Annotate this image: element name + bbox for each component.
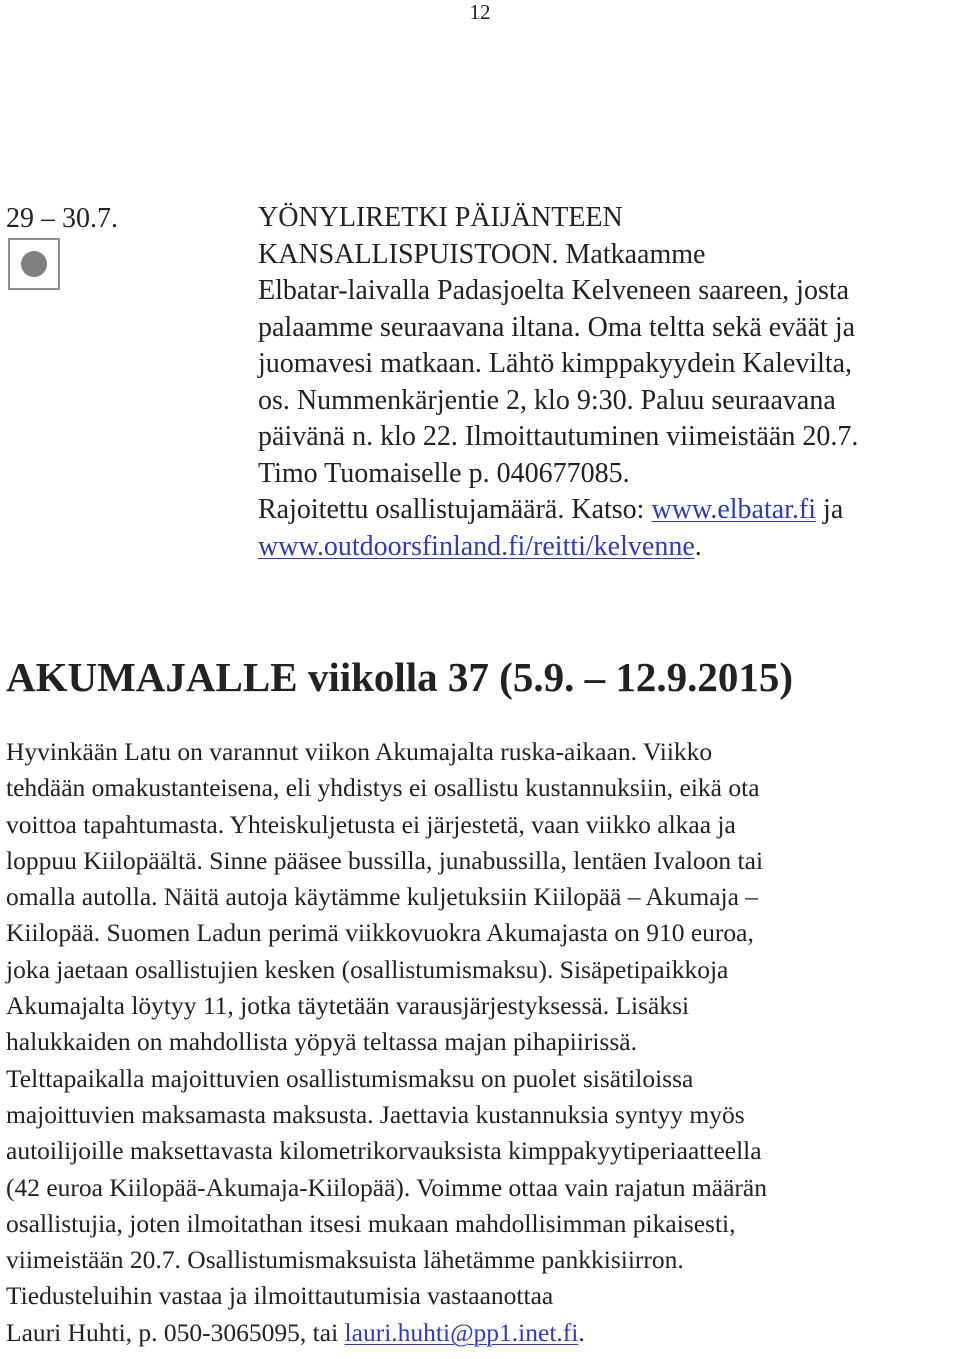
event-line-with-link [258, 492, 958, 529]
event-line: juomavesi matkaan. Lähtö kimppakyydein Kalevilta, [258, 348, 853, 379]
section-line: tehdään omakustanteisena, eli yhdistys ei osallistu kustannuksiin, eikä ota [6, 773, 760, 803]
event-line: KANSALLISPUISTOON. Matkaamme [258, 238, 706, 270]
outdoorsfinland-link[interactable]: www.outdoorsfinland.fi/reitti/kelvenne [258, 530, 695, 562]
section-line: viimeistään 20.7. Osallistumismaksuista lähetämme pankkisiirron. [6, 1245, 684, 1275]
line-end: . [578, 1317, 585, 1347]
event-line: Timo Tuomaiselle p. 040677085. [258, 457, 630, 489]
event-line: palaamme seuraavana iltana. Oma teltta sekä eväät ja [258, 311, 856, 343]
event-date: 29 – 30.7. [6, 203, 118, 234]
event-line: os. Nummenkärjentie 2, klo 9:30. Paluu seuraavana [258, 384, 836, 416]
section-line: (42 euroa Kiilopää-Akumaja-Kiilopää). Voimme ottaa vain rajatun määrän [6, 1172, 767, 1202]
line-end: . [694, 530, 702, 562]
section-line: halukkaiden on mahdollista yöpyä teltassa majan pihapiirissä. [6, 1027, 637, 1057]
contact-text: Lauri Huhti, p. 050-3065095, tai [6, 1317, 345, 1347]
event-line: YÖNYLIRETKI PÄIJÄNTEEN [258, 202, 623, 233]
section-line: loppuu Kiilopäältä. Sinne pääsee bussilla, junabussilla, lentäen Ivaloon tai [6, 845, 764, 875]
section-line: majoittuvien maksamasta maksusta. Jaettavia kustannuksia syntyy myös [6, 1099, 745, 1129]
contact-line [6, 1315, 958, 1351]
section-line: Telttapaikalla majoittuvien osallistumismaksu on puolet sisätiloissa [6, 1063, 694, 1093]
section-line: voittoa tapahtumasta. Yhteiskuljetusta ei järjestetä, vaan viikko alkaa ja [6, 809, 736, 839]
page-number: 12 [469, 0, 491, 24]
section-body [6, 734, 958, 1351]
link-separator: ja [816, 494, 844, 525]
section-line: joka jaetaan osallistujien kesken (osallistumismaksu). Sisäpetipaikkoja [6, 954, 729, 984]
event-line: Elbatar-laivalla Padasjoelta Kelveneen saareen, josta [258, 275, 850, 306]
ski-track-symbol-icon [8, 238, 60, 290]
section-line: Akumajalta löytyy 11, jotka täytetään varausjärjestyksessä. Lisäksi [6, 991, 690, 1021]
section-line: autoilijoille maksettavasta kilometrikorvauksista kimppakyytiperiaatteella [6, 1136, 762, 1166]
section-line: Tiedusteluihin vastaa ja ilmoittautumisia vastaanottaa [6, 1281, 554, 1311]
section-line: omalla autolla. Näitä autoja käytämme kuljetuksiin Kiilopää – Akumaja – [6, 882, 759, 912]
elbatar-link[interactable]: www.elbatar.fi [651, 494, 817, 525]
email-link[interactable]: lauri.huhti@pp1.inet.fi [344, 1317, 579, 1347]
section-line: osallistujia, joten ilmoitathan itsesi mukaan mahdollisimman pikaisesti, [6, 1208, 736, 1238]
event-line-text: Rajoitettu osallistujamäärä. Katso: [258, 494, 652, 525]
section-heading: AKUMAJALLE viikolla 37 (5.9. – 12.9.2015) [6, 654, 793, 700]
event-line-with-link [258, 529, 958, 566]
section-line: Hyvinkään Latu on varannut viikon Akumajalta ruska-aikaan. Viikko [6, 737, 713, 766]
section-line: Kiilopää. Suomen Ladun perimä viikkovuokra Akumajasta on 910 euroa, [6, 918, 754, 948]
event-description [258, 200, 958, 565]
event-line: päivänä n. klo 22. Ilmoittautuminen viimeistään 20.7. [258, 421, 859, 452]
